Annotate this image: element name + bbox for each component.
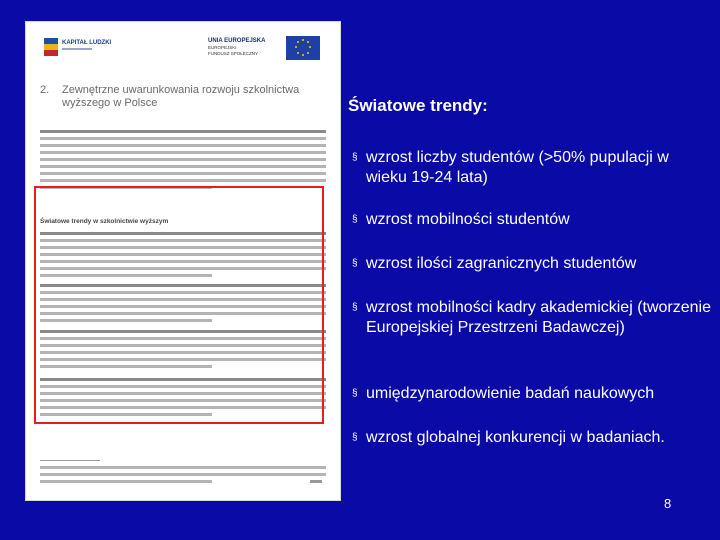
bullet-icon: § (352, 214, 358, 225)
eu-flag-icon (286, 36, 320, 60)
bullet-icon: § (352, 258, 358, 269)
document-footnotes (40, 466, 326, 487)
highlight-frame (34, 186, 324, 424)
slide-heading: Światowe trendy: (348, 96, 488, 115)
bullet-icon: § (352, 432, 358, 443)
document-thumbnail: KAPITAŁ LUDZKI UNIA EUROPEJSKA EUROPEJSKI FUNDUSZ SPOŁECZNY 2. Zewnętrzne uwarunkowania rozwoju szkolnictwa wyższego w Polsce Światowe trendy w szkolnictwie wyższym (26, 22, 340, 500)
kapital-ludzki-logo: KAPITAŁ LUDZKI (44, 36, 94, 58)
slide-number: 8 (664, 496, 672, 511)
document-subsection-title: Światowe trendy w szkolnictwie wyższym (40, 218, 169, 225)
bullet-icon: § (352, 388, 358, 399)
document-page-number (310, 480, 322, 483)
eu-logo: UNIA EUROPEJSKA EUROPEJSKI FUNDUSZ SPOŁECZNY (208, 36, 326, 62)
bullet-icon: § (352, 152, 358, 163)
bullet-icon: § (352, 302, 358, 313)
document-paragraph (40, 130, 326, 193)
document-header (26, 22, 340, 82)
footnote-separator (40, 460, 100, 461)
